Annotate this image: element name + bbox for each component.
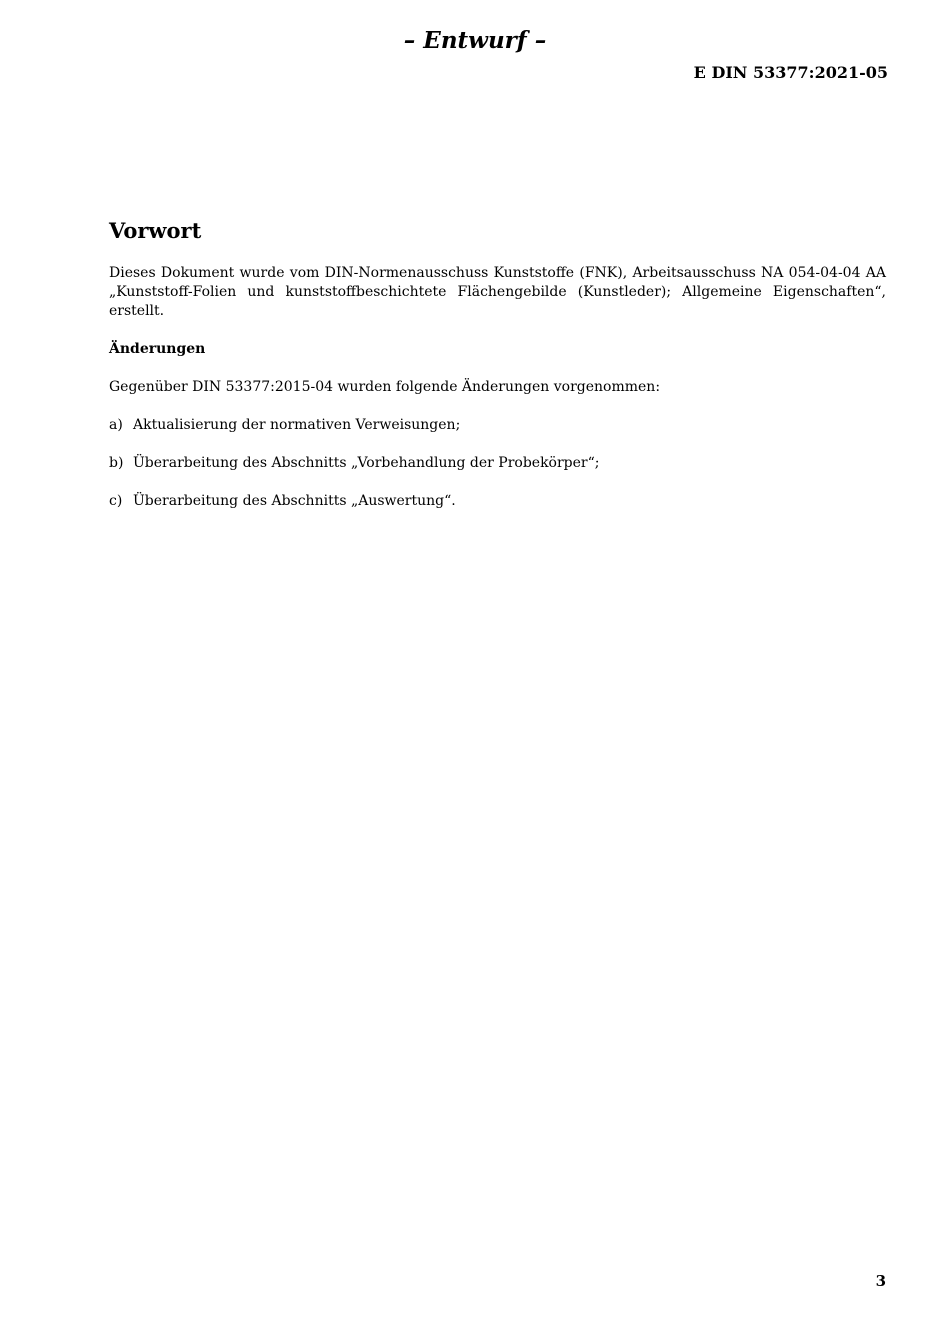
foreword-section — [109, 216, 886, 511]
list-item — [109, 416, 886, 435]
list-item-marker: c) — [109, 493, 123, 509]
document-identifier: E DIN 53377:2021-05 — [693, 63, 888, 82]
section-title: Vorwort — [109, 218, 202, 243]
list-item-text: Aktualisierung der normativen Verweisungen; — [133, 417, 461, 433]
page-number: 3 — [875, 1272, 886, 1290]
list-item-marker: a) — [109, 417, 123, 433]
draft-banner: – Entwurf – — [403, 27, 547, 54]
list-item — [109, 454, 886, 473]
list-item-text: Überarbeitung des Abschnitts „Auswertung“. — [133, 493, 456, 509]
list-item — [109, 492, 886, 511]
intro-paragraph: Dieses Dokument wurde vom DIN-Normenausschuss Kunststoffe (FNK), Arbeitsausschuss NA 054-04-04 AA „Kunststoff-Folien und kunststoffbeschichtete Flächengebilde (Kunstleder); Allgemeine Eigenschaften“, erstellt. — [109, 265, 886, 319]
changes-heading: Änderungen — [109, 341, 206, 357]
changes-lead: Gegenüber DIN 53377:2015-04 wurden folgende Änderungen vorgenommen: — [109, 379, 661, 395]
list-item-text: Überarbeitung des Abschnitts „Vorbehandlung der Probekörper“; — [133, 455, 600, 471]
list-item-marker: b) — [109, 455, 124, 471]
changes-list — [109, 416, 886, 511]
